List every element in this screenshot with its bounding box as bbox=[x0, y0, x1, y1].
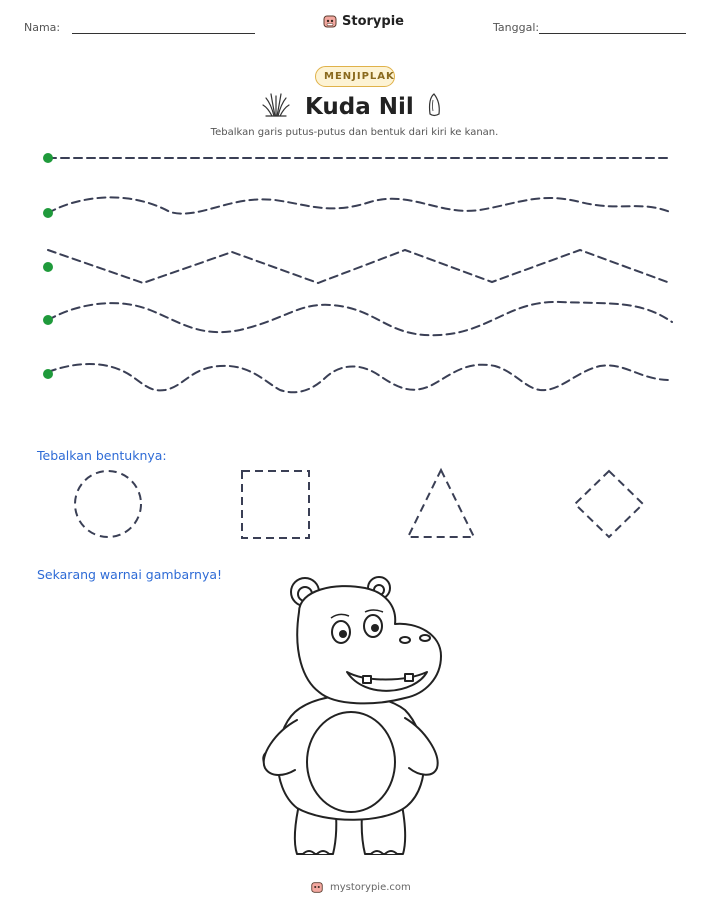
instruction-text: Tebalkan garis putus-putus dan bentuk dari kiri ke kanan. bbox=[210, 127, 499, 138]
storypie-mascot-icon bbox=[310, 880, 324, 894]
date-label: Tanggal: bbox=[493, 21, 540, 34]
coloring-section-label: Sekarang warnai gambarnya! bbox=[37, 567, 223, 582]
trace-diamond bbox=[575, 471, 643, 537]
page-title: Kuda Nil bbox=[305, 94, 414, 120]
shapes-section-label: Tebalkan bentuknya: bbox=[37, 448, 167, 463]
hippo-coloring-image bbox=[255, 572, 450, 862]
name-label: Nama: bbox=[24, 21, 61, 34]
footer-site-link[interactable]: mystorypie.com bbox=[330, 881, 411, 893]
footer bbox=[310, 880, 411, 894]
brand-name: Storypie bbox=[342, 13, 404, 29]
trace-circle bbox=[75, 471, 141, 537]
trace-square bbox=[242, 471, 309, 538]
activity-badge: MENJIPLAK bbox=[315, 66, 395, 87]
trace-triangle bbox=[408, 470, 474, 537]
